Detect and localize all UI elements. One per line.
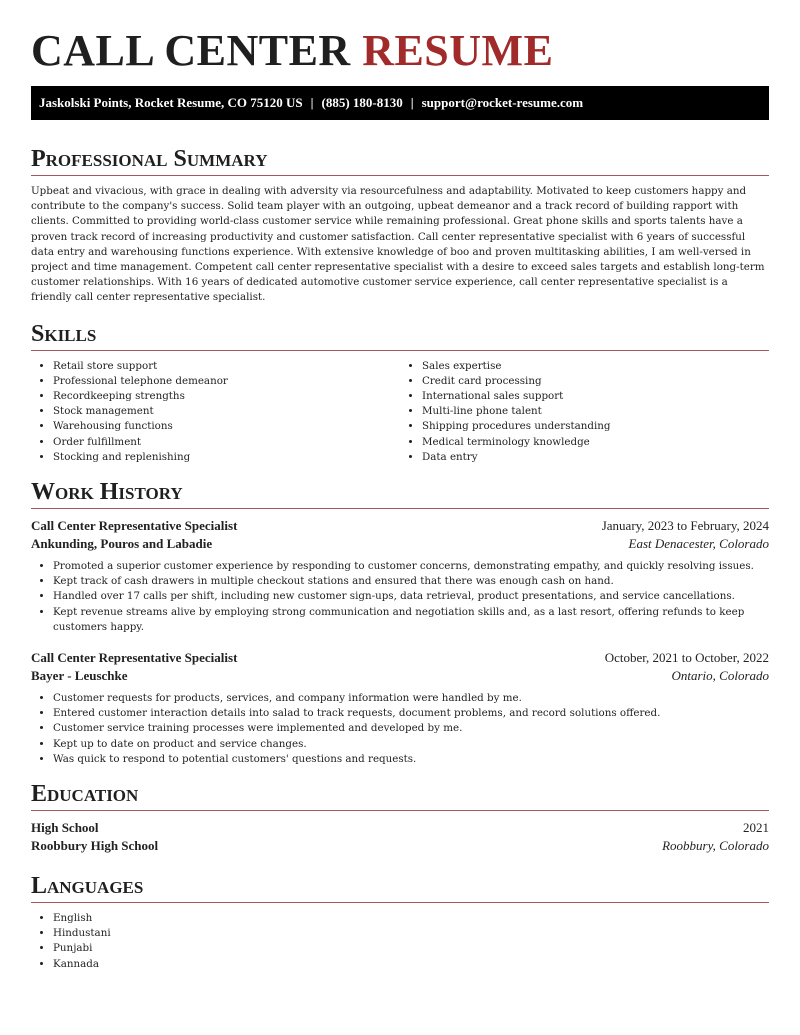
job-dates: January, 2023 to February, 2024 — [601, 518, 769, 534]
contact-separator: | — [310, 95, 314, 110]
skill-item: • Recordkeeping strengths — [53, 389, 400, 404]
job-location: East Denacester, Colorado — [628, 536, 769, 552]
resume-page — [31, 0, 769, 972]
education-degree: High School — [31, 820, 99, 836]
section-title-languages: Languages — [31, 873, 144, 900]
job-company-row — [31, 667, 769, 685]
skills-list-left — [31, 359, 400, 465]
skill-item: • Order fulfillment — [53, 435, 400, 450]
job-bullet: • Customer service training processes were implemented and developed by me. — [53, 721, 769, 736]
education-section — [31, 781, 769, 855]
work-section — [31, 479, 769, 767]
resume-title — [31, 28, 769, 74]
job-bullet: • Kept revenue streams alive by employing strong communication and negotiation skills and, as a last resort, offering refunds to keep customers happy. — [53, 605, 769, 635]
job-bullet: • Customer requests for products, services, and company information were handled by me. — [53, 691, 769, 706]
title-main: CALL CENTER — [31, 26, 351, 75]
contact-phone: (885) 180-8130 — [321, 95, 403, 110]
education-location: Roobbury, Colorado — [662, 838, 769, 854]
languages-list — [31, 911, 769, 972]
job-bullet: • Kept up to date on product and service changes. — [53, 737, 769, 752]
section-title-summary: Professional Summary — [31, 146, 268, 172]
job-title: Call Center Representative Specialist — [31, 518, 238, 534]
job-bullet: • Entered customer interaction details into salad to track requests, document problems, and record solutions offered. — [53, 706, 769, 721]
job-bullet: • Handled over 17 calls per shift, including new customer sign-ups, data retrieval, product presentations, and service cancellations. — [53, 589, 769, 604]
education-row — [31, 819, 769, 837]
language-item: • Hindustani — [53, 926, 769, 941]
job-dates: October, 2021 to October, 2022 — [604, 650, 769, 666]
skill-item: • Stocking and replenishing — [53, 450, 400, 465]
education-year: 2021 — [743, 820, 769, 836]
job-location: Ontario, Colorado — [671, 668, 769, 684]
section-divider — [31, 902, 769, 903]
skill-item: • Medical terminology knowledge — [422, 435, 769, 450]
section-title-work: Work History — [31, 479, 183, 506]
summary-text: Upbeat and vivacious, with grace in dealing with adversity via resourcefulness and adaptability. Motivated to keep customers happy and contribute to the company's success. Solid team player with an outgoing, upbeat demeanor and a track record of building rapport with clients. Committed to providing world-class customer service while remaining professional. Great phone skills and sports talents have a proven track record of increasing productivity and customer satisfaction. Call center representative specialist with 6 years of successful data entry and warehousing functions experience. With extensive knowledge of boo and proven multitasking abilities, I am well-versed in project and time management. Competent call center representative specialist with a desire to exceed sales targets and establish long-term customer relationships. With 16 years of dedicated automotive customer service experience, call center representative specialist is a friendly call center representative specialist. — [31, 185, 765, 304]
summary-section — [31, 146, 769, 306]
skill-item: • Sales expertise — [422, 359, 769, 374]
education-school: Roobbury High School — [31, 838, 159, 854]
section-title-education: Education — [31, 781, 139, 808]
contact-separator: | — [410, 95, 414, 110]
job-header-row — [31, 517, 769, 535]
section-divider — [31, 350, 769, 351]
skill-item: • Professional telephone demeanor — [53, 374, 400, 389]
skill-item: • Stock management — [53, 404, 400, 419]
job-entry — [31, 517, 769, 635]
language-item: • English — [53, 911, 769, 926]
skill-item: • Multi-line phone talent — [422, 404, 769, 419]
section-divider — [31, 508, 769, 509]
job-header-row — [31, 649, 769, 667]
job-company-row — [31, 535, 769, 553]
section-title-skills: Skills — [31, 320, 97, 347]
contact-address: Jaskolski Points, Rocket Resume, CO 75120 US — [39, 95, 303, 110]
languages-section — [31, 873, 769, 972]
job-company: Ankunding, Pouros and Labadie — [31, 536, 213, 552]
contact-bar — [31, 86, 769, 120]
job-bullet: • Was quick to respond to potential customers' questions and requests. — [53, 752, 769, 767]
job-bullets — [31, 691, 769, 767]
skill-item: • Retail store support — [53, 359, 400, 374]
skills-list-right — [400, 359, 769, 465]
skill-item: • Warehousing functions — [53, 419, 400, 434]
job-entry — [31, 649, 769, 767]
contact-email: support@rocket-resume.com — [421, 95, 584, 110]
education-school-row — [31, 837, 769, 855]
job-title: Call Center Representative Specialist — [31, 650, 238, 666]
skills-columns — [31, 359, 769, 465]
job-company: Bayer - Leuschke — [31, 668, 128, 684]
skill-item: • International sales support — [422, 389, 769, 404]
job-bullet: • Promoted a superior customer experience by responding to customer concerns, demonstrating empathy, and quickly resolving issues. — [53, 559, 769, 574]
job-bullets — [31, 559, 769, 635]
skill-item: • Shipping procedures understanding — [422, 419, 769, 434]
job-bullet: • Kept track of cash drawers in multiple checkout stations and ensured that there was enough cash on hand. — [53, 574, 769, 589]
skills-section — [31, 321, 769, 465]
skill-item: • Credit card processing — [422, 374, 769, 389]
section-divider — [31, 175, 769, 176]
language-item: • Punjabi — [53, 941, 769, 956]
skill-item: • Data entry — [422, 450, 769, 465]
language-item: • Kannada — [53, 957, 769, 972]
title-accent: RESUME — [362, 26, 554, 75]
section-divider — [31, 810, 769, 811]
